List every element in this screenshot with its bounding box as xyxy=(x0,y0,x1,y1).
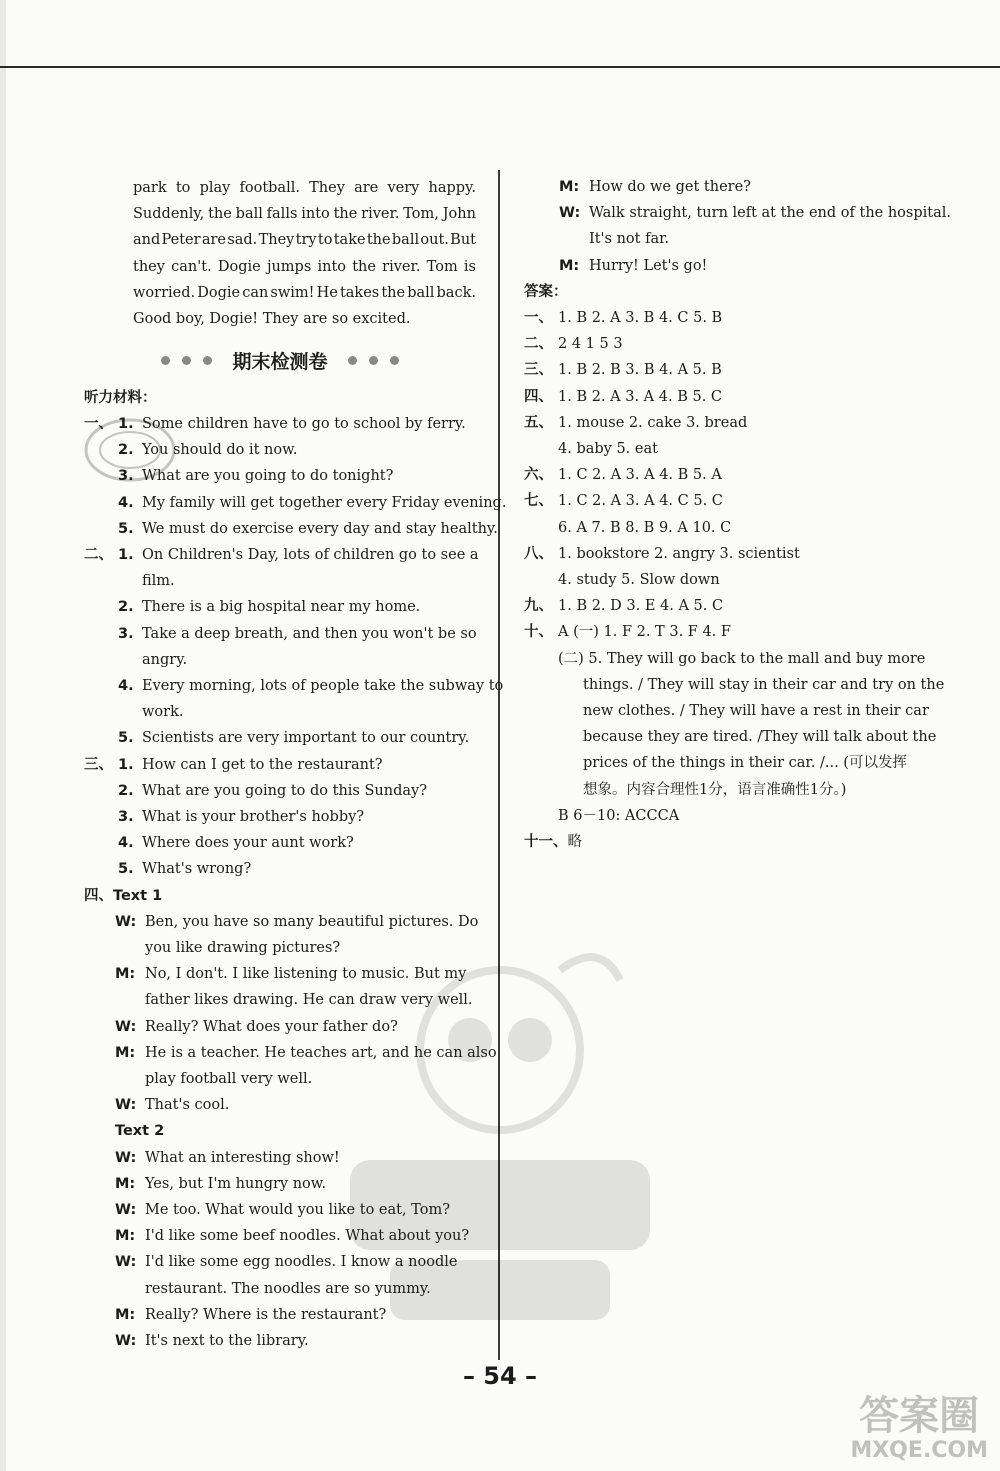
answer10-sample: things. / They will stay in their car and try on the xyxy=(583,676,945,693)
item-text: What are you going to do this Sunday? xyxy=(142,782,427,799)
story-word: John xyxy=(442,206,476,223)
answer-text: 略 xyxy=(567,834,582,850)
dialog-text: Me too. What would you like to eat, Tom? xyxy=(145,1202,450,1218)
story-word: Dogie xyxy=(197,284,241,301)
part-number-label: 三、 xyxy=(84,756,113,773)
item-number: 5. xyxy=(118,730,134,747)
speaker-label: M: xyxy=(115,1228,136,1245)
answer-line xyxy=(524,567,964,593)
item-text: What's wrong? xyxy=(142,861,252,878)
story-word: and xyxy=(133,232,161,249)
story-word: the xyxy=(366,232,391,249)
dialog-text: Yes, but I'm hungry now. xyxy=(145,1175,327,1192)
story-word: try xyxy=(295,232,317,249)
answer-text: 1. B 2. D 3. E 4. A 5. C xyxy=(558,598,724,615)
answer-text: 1. bookstore 2. angry 3. scientist xyxy=(558,545,800,562)
speaker-label: M: xyxy=(559,179,580,195)
story-word: They xyxy=(309,180,345,196)
speaker-label: W: xyxy=(115,1097,137,1114)
dialog-text: What an interesting show! xyxy=(145,1149,340,1166)
item-number: 1. xyxy=(118,756,134,773)
item-number: 2. xyxy=(118,442,134,459)
answer-line xyxy=(524,593,964,619)
answer10-sample: because they are tired. /They will talk about the xyxy=(583,729,937,746)
part3-item xyxy=(84,752,479,778)
story-word: play xyxy=(199,180,231,196)
dialog-text: That's cool. xyxy=(145,1097,230,1114)
answer-line xyxy=(524,357,964,383)
speaker-label: W: xyxy=(559,205,581,222)
answer10-sample: (二) 5. They will go back to the mall and buy more xyxy=(558,650,926,667)
dialog-text: restaurant. The noodles are so yummy. xyxy=(145,1280,431,1297)
text1-line xyxy=(115,961,480,987)
text1-line xyxy=(115,935,480,961)
story-word: river. xyxy=(382,258,421,275)
text2-line xyxy=(115,1249,480,1275)
item-text: How can I get to the restaurant? xyxy=(142,756,383,773)
bullet-dot-icon xyxy=(369,356,378,365)
text2-line xyxy=(115,1328,480,1354)
story-word: takes xyxy=(339,284,380,301)
text2-line xyxy=(115,1145,480,1171)
bullet-dot-icon xyxy=(203,356,212,365)
answer-line xyxy=(524,619,964,645)
answer-part-label: 五、 xyxy=(524,414,553,431)
part3-item xyxy=(84,830,479,856)
story-word: sad. xyxy=(227,232,258,249)
part2-item xyxy=(84,568,479,594)
page-number: – 54 – xyxy=(462,1362,538,1390)
item-text: angry. xyxy=(142,651,188,668)
story-word: the xyxy=(352,258,376,275)
text2-line xyxy=(115,1276,480,1302)
speaker-label: M: xyxy=(115,966,136,983)
answer-line xyxy=(524,410,964,436)
story-word: swim! xyxy=(270,284,315,301)
bullet-dot-icon xyxy=(390,356,399,365)
story-word: Suddenly, xyxy=(133,206,205,223)
part3-item xyxy=(84,856,479,882)
item-number: 3. xyxy=(118,809,134,825)
story-word: can't. xyxy=(171,258,212,275)
part1-item xyxy=(84,516,498,542)
dialog-text: Ben, you have so many beautiful pictures. Do xyxy=(145,913,479,930)
item-number: 1. xyxy=(118,547,134,563)
text1-label: Text 1 xyxy=(113,887,163,904)
item-number: 1. xyxy=(118,416,134,432)
story-word: into xyxy=(301,206,330,223)
story-word: happy. xyxy=(428,180,476,196)
item-text: Every morning, lots of people take the subway to xyxy=(142,678,504,694)
answer-part-label: 一、 xyxy=(524,310,553,326)
story-word: falls xyxy=(266,206,298,223)
part1-item xyxy=(84,437,479,463)
story-word: Tom xyxy=(426,258,458,275)
story-word: football. xyxy=(239,180,300,196)
item-text: You should do it now. xyxy=(142,442,298,459)
story-word: out. xyxy=(420,232,449,249)
story-line xyxy=(133,201,476,227)
dialog-text: Really? What does your father do? xyxy=(145,1018,398,1035)
story-word: very xyxy=(387,180,420,196)
story-word: park xyxy=(133,180,167,196)
part3-item xyxy=(84,778,479,804)
watermark-text: 答案圈 xyxy=(859,1393,980,1439)
answer-part-label: 六、 xyxy=(524,467,553,484)
part2-item xyxy=(84,594,479,620)
dialog-text: He is a teacher. He teaches art, and he can also xyxy=(145,1044,497,1061)
part-number-label: 一、 xyxy=(84,416,113,432)
answer-text: 2 4 1 5 3 xyxy=(558,336,623,353)
story-word: But xyxy=(450,232,476,249)
item-text: Take a deep breath, and then you won't be so xyxy=(142,625,477,642)
answer-part-label: 三、 xyxy=(524,362,553,379)
text1-line xyxy=(115,1014,480,1040)
story-word: to xyxy=(175,180,191,196)
text1-line xyxy=(115,1092,480,1118)
answer-part-label: 八、 xyxy=(524,545,553,562)
section-heading xyxy=(150,345,410,375)
story-word: to xyxy=(317,232,333,249)
item-text: My family will get together every Friday evening. xyxy=(142,494,507,511)
text2-line xyxy=(115,1197,480,1223)
dialog-line xyxy=(559,253,979,279)
part2-item xyxy=(84,699,479,725)
answer-line xyxy=(524,488,964,514)
story-word: the xyxy=(333,206,358,223)
story-word: is xyxy=(463,258,476,275)
answer-part-label: 七、 xyxy=(524,493,553,510)
item-text: work. xyxy=(142,704,184,721)
text2-line xyxy=(115,1302,480,1328)
dialog-text: Really? Where is the restaurant? xyxy=(145,1306,387,1323)
item-text: film. xyxy=(142,573,175,590)
story-word: the xyxy=(208,206,232,223)
story-word: back. xyxy=(436,284,476,301)
answer-part-label: 二、 xyxy=(524,336,553,353)
speaker-label: W: xyxy=(115,1018,137,1035)
story-word: are xyxy=(201,232,227,249)
answer-line xyxy=(524,515,964,541)
dialog-text: play football very well. xyxy=(145,1071,313,1087)
story-word: worried. xyxy=(133,284,196,301)
dialog-text: No, I don't. I like listening to music. But my xyxy=(145,966,467,983)
item-text: What are you going to do tonight? xyxy=(142,468,394,485)
story-word: Dogie xyxy=(217,258,261,275)
watermark-url: MXQE.COM xyxy=(850,1438,988,1463)
story-word: ball xyxy=(391,232,420,249)
bullet-dot-icon xyxy=(182,356,191,365)
section-title: 期末检测卷 xyxy=(232,350,328,373)
answer-line xyxy=(524,384,964,410)
item-text: Where does your aunt work? xyxy=(142,835,354,852)
story-line: Good boy, Dogie! They are so excited. xyxy=(133,311,411,327)
item-number: 3. xyxy=(118,468,134,485)
bullet-dot-icon xyxy=(161,356,170,365)
answer11-line xyxy=(524,829,724,855)
answer-part-label: 十、 xyxy=(524,624,553,641)
speaker-label: W: xyxy=(115,1202,137,1218)
text2-label: Text 2 xyxy=(115,1123,165,1140)
item-number: 4. xyxy=(118,678,134,694)
item-text: There is a big hospital near my home. xyxy=(142,599,421,616)
story-line xyxy=(133,254,476,280)
part2-item xyxy=(84,621,479,647)
answer10-sample: 想象。内容合理性1分，语言准确性1分。) xyxy=(583,781,847,798)
part2-item xyxy=(84,647,479,673)
speaker-label: W: xyxy=(115,1254,137,1271)
story-word: are xyxy=(354,180,379,196)
text1-line xyxy=(115,987,480,1013)
item-number: 2. xyxy=(118,782,134,799)
text2-line xyxy=(115,1171,480,1197)
answer-line xyxy=(524,462,964,488)
item-text: What is your brother's hobby? xyxy=(142,809,365,825)
story-word: they xyxy=(133,258,165,275)
part2-item xyxy=(84,673,504,699)
answer-text: 1. C 2. A 3. A 4. B 5. A xyxy=(558,467,722,484)
answer-line xyxy=(524,331,964,357)
story-word: He xyxy=(316,284,338,301)
part-number-label: 二、 xyxy=(84,547,113,563)
item-text: Scientists are very important to our country. xyxy=(142,730,470,747)
answer-text: 6. A 7. B 8. B 9. A 10. C xyxy=(558,519,732,536)
part4-label: 四、 xyxy=(84,887,113,904)
dialog-text: Hurry! Let's go! xyxy=(589,257,708,274)
site-watermark xyxy=(850,1394,988,1463)
item-text: On Children's Day, lots of children go to see a xyxy=(142,547,479,563)
dialog-line xyxy=(559,226,979,252)
answers-label: 答案： xyxy=(524,283,568,300)
answer10-sample: new clothes. / They will have a rest in their car xyxy=(583,703,929,719)
story-word: into xyxy=(317,258,347,275)
item-number: 4. xyxy=(118,835,134,852)
item-number: 3. xyxy=(118,625,134,642)
answer-line xyxy=(524,541,964,567)
answer-line xyxy=(524,436,964,462)
item-number: 5. xyxy=(118,520,134,537)
item-text: We must do exercise every day and stay healthy. xyxy=(142,520,498,537)
speaker-label: M: xyxy=(115,1044,136,1061)
left-column xyxy=(0,0,507,1400)
answer-text: 4. study 5. Slow down xyxy=(558,572,720,588)
text1-line xyxy=(115,1040,497,1066)
part2-item xyxy=(84,725,479,751)
story-word: take xyxy=(333,232,366,249)
dialog-text: you like drawing pictures? xyxy=(145,940,341,956)
answer-line xyxy=(524,305,964,331)
story-word: river. xyxy=(361,206,400,223)
answer-text: 1. B 2. A 3. B 4. C 5. B xyxy=(558,310,723,326)
story-word: They xyxy=(258,232,295,249)
part4-heading xyxy=(84,883,479,909)
speaker-label: M: xyxy=(115,1306,136,1323)
story-word: Peter xyxy=(161,232,201,249)
story-word: ball xyxy=(407,284,435,301)
speaker-label: M: xyxy=(559,257,580,274)
story-line xyxy=(133,175,476,201)
item-number: 4. xyxy=(118,494,134,511)
text1-line xyxy=(115,1066,480,1092)
dialog-text: Walk straight, turn left at the end of the hospital. xyxy=(589,205,951,222)
story-word: jumps xyxy=(266,258,312,275)
item-number: 2. xyxy=(118,599,134,616)
speaker-label: M: xyxy=(115,1175,136,1192)
story-line xyxy=(133,280,476,306)
part1-item xyxy=(84,411,479,437)
story-line xyxy=(133,227,476,253)
story-word: the xyxy=(381,284,406,301)
text1-line xyxy=(115,909,480,935)
dialog-line xyxy=(559,200,979,226)
right-column xyxy=(500,0,1000,1400)
answer-part-label: 十一、 xyxy=(524,834,568,850)
dialog-line xyxy=(559,174,979,200)
dialog-text: It's next to the library. xyxy=(145,1333,309,1349)
item-text: Some children have to go to school by ferry. xyxy=(142,416,466,432)
answer-text: 1. mouse 2. cake 3. bread xyxy=(558,414,748,431)
part1-item xyxy=(84,463,479,489)
speaker-label: W: xyxy=(115,1333,137,1349)
answer-text: 1. B 2. A 3. A 4. B 5. C xyxy=(558,388,723,405)
answer10-b: B 6－10: ACCCA xyxy=(558,807,680,824)
story-word: Tom, xyxy=(403,206,439,223)
text2-line xyxy=(115,1223,480,1249)
speaker-label: W: xyxy=(115,913,137,930)
answer-part-label: 九、 xyxy=(524,598,553,615)
listening-label: 听力材料： xyxy=(84,390,157,406)
dialog-text: father likes drawing. He can draw very well. xyxy=(145,992,473,1009)
part3-item xyxy=(84,804,479,830)
answer-text: 1. B 2. B 3. B 4. A 5. B xyxy=(558,362,722,379)
answer10-sample: prices of the things in their car. /... (可以发挥 xyxy=(583,755,907,772)
part1-item xyxy=(84,490,507,516)
answer-text: A (一) 1. F 2. T 3. F 4. F xyxy=(558,624,731,641)
speaker-label: W: xyxy=(115,1149,137,1166)
part2-item xyxy=(84,542,479,568)
dialog-text: It's not far. xyxy=(589,231,670,248)
story-word: ball xyxy=(235,206,263,223)
dialog-text: How do we get there? xyxy=(589,179,751,195)
bullet-dot-icon xyxy=(348,356,357,365)
story-word: can xyxy=(242,284,269,301)
item-number: 5. xyxy=(118,861,134,878)
dialog-text: I'd like some egg noodles. I know a noodle xyxy=(145,1254,458,1271)
answer-part-label: 四、 xyxy=(524,388,553,405)
dialog-text: I'd like some beef noodles. What about you? xyxy=(145,1228,470,1245)
answer-text: 1. C 2. A 3. A 4. C 5. C xyxy=(558,493,723,510)
answer-text: 4. baby 5. eat xyxy=(558,441,658,457)
